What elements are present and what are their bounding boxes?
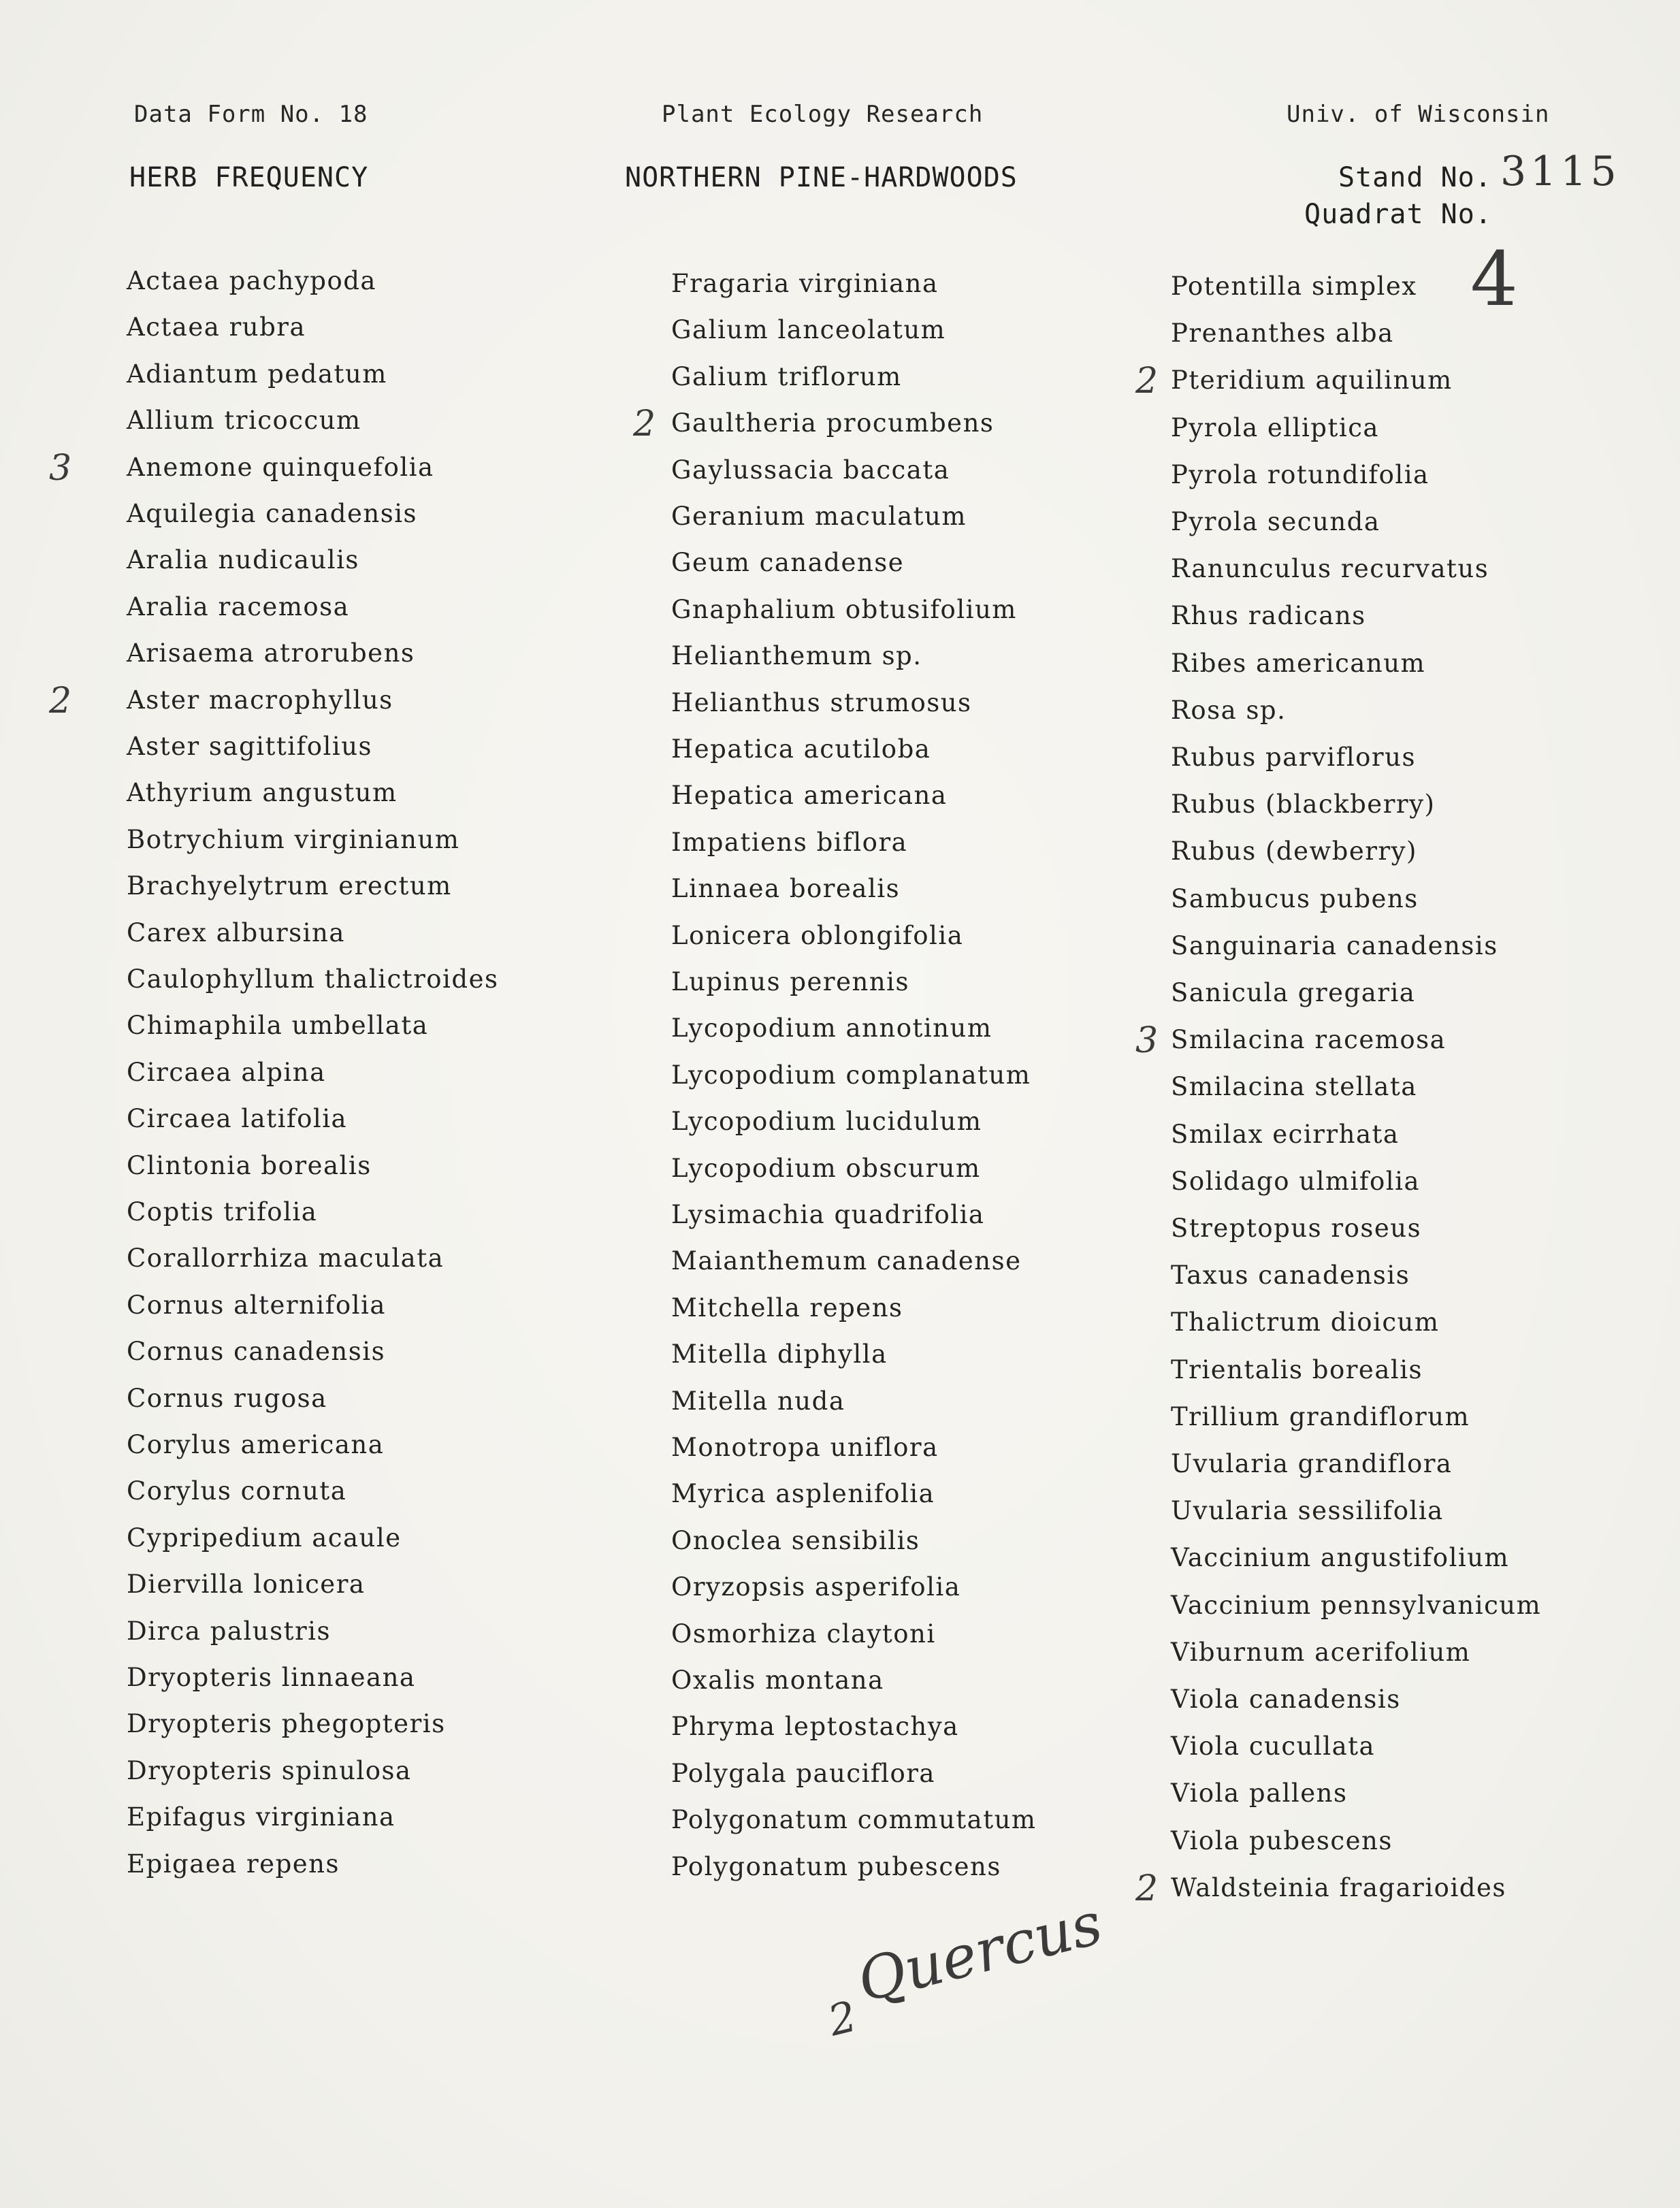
frequency-mark: 2 — [49, 681, 72, 721]
species-name: Vaccinium angustifolium — [1171, 1543, 1510, 1572]
species-name: Oryzopsis asperifolia — [671, 1572, 961, 1602]
species-name: Aralia racemosa — [127, 592, 350, 621]
species-name: Polygonatum commutatum — [671, 1805, 1037, 1834]
species-name: Caulophyllum thalictroides — [127, 964, 499, 994]
species-name: Streptopus roseus — [1171, 1214, 1422, 1243]
species-name: Aralia nudicaulis — [127, 545, 359, 574]
species-name: Lysimachia quadrifolia — [671, 1200, 985, 1229]
species-name: Geum canadense — [671, 548, 905, 577]
species-name: Sambucus pubens — [1171, 884, 1419, 913]
species-name: Brachyelytrum erectum — [127, 871, 452, 900]
species-name: Osmorhiza claytoni — [671, 1619, 936, 1649]
frequency-mark: 2 — [1135, 1868, 1159, 1909]
species-name: Onoclea sensibilis — [671, 1526, 920, 1555]
species-name: Monotropa uniflora — [671, 1433, 939, 1462]
stand-label: Stand No. — [1338, 162, 1492, 193]
species-name: Cypripedium acaule — [127, 1523, 402, 1553]
species-name: Sanguinaria canadensis — [1171, 931, 1498, 960]
frequency-mark: 2 — [633, 404, 656, 444]
species-name: Pyrola rotundifolia — [1171, 460, 1429, 489]
species-name: Waldsteinia fragarioides — [1171, 1873, 1506, 1902]
species-name: Prenanthes alba — [1171, 319, 1394, 348]
species-name: Fragaria virginiana — [671, 269, 939, 298]
species-name: Dryopteris linnaeana — [127, 1663, 416, 1692]
species-name: Epifagus virginiana — [127, 1802, 395, 1832]
species-name: Thalictrum dioicum — [1171, 1308, 1440, 1337]
species-name: Aster sagittifolius — [127, 732, 373, 761]
species-name: Smilax ecirrhata — [1171, 1120, 1400, 1149]
species-name: Mitella diphylla — [671, 1340, 888, 1369]
species-name: Pyrola elliptica — [1171, 413, 1379, 442]
species-name: Gaylussacia baccata — [671, 455, 950, 485]
species-name: Rosa sp. — [1171, 696, 1287, 725]
species-name: Taxus canadensis — [1171, 1261, 1410, 1290]
species-name: Polygala pauciflora — [671, 1759, 935, 1788]
species-name: Circaea latifolia — [127, 1104, 348, 1133]
species-name: Maianthemum canadense — [671, 1246, 1022, 1276]
species-name: Phryma leptostachya — [671, 1712, 959, 1741]
form-title: HERB FREQUENCY — [129, 162, 369, 193]
species-name: Potentilla simplex — [1171, 272, 1417, 301]
quadrat-label: Quadrat No. — [1304, 199, 1492, 230]
species-name: Viburnum acerifolium — [1171, 1638, 1471, 1667]
species-name: Pyrola secunda — [1171, 507, 1380, 536]
species-name: Athyrium angustum — [127, 778, 398, 807]
quadrat-number: 4 — [1470, 236, 1518, 323]
species-name: Lonicera oblongifolia — [671, 921, 964, 950]
species-name: Actaea rubra — [127, 312, 306, 342]
species-name: Chimaphila umbellata — [127, 1011, 429, 1040]
species-name: Viola pubescens — [1171, 1826, 1393, 1855]
species-name: Geranium maculatum — [671, 502, 967, 531]
species-name: Lycopodium lucidulum — [671, 1107, 982, 1136]
species-name: Oxalis montana — [671, 1666, 884, 1695]
species-name: Gnaphalium obtusifolium — [671, 595, 1017, 624]
species-name: Rubus (dewberry) — [1171, 837, 1417, 866]
species-name: Diervilla lonicera — [127, 1570, 366, 1599]
species-name: Adiantum pedatum — [127, 359, 387, 389]
species-name: Aster macrophyllus — [127, 685, 393, 715]
species-name: Rubus parviflorus — [1171, 743, 1416, 772]
species-name: Botrychium virginianum — [127, 825, 460, 854]
species-name: Rubus (blackberry) — [1171, 790, 1436, 819]
species-name: Sanicula gregaria — [1171, 978, 1416, 1007]
institution-name: Univ. of Wisconsin — [1287, 101, 1550, 128]
species-name: Uvularia grandiflora — [1171, 1449, 1453, 1478]
species-name: Anemone quinquefolia — [127, 453, 434, 482]
species-name: Epigaea repens — [127, 1849, 340, 1879]
program-name: Plant Ecology Research — [662, 101, 984, 128]
species-name: Aquilegia canadensis — [127, 499, 418, 528]
species-name: Corylus cornuta — [127, 1476, 347, 1506]
form-number-label: Data Form No. 18 — [134, 101, 368, 128]
species-name: Linnaea borealis — [671, 874, 901, 903]
species-name: Viola cucullata — [1171, 1732, 1376, 1761]
species-name: Gaultheria procumbens — [671, 408, 995, 438]
species-name: Carex albursina — [127, 918, 345, 947]
species-name: Trientalis borealis — [1171, 1355, 1423, 1384]
species-name: Polygonatum pubescens — [671, 1852, 1001, 1881]
species-name: Uvularia sessilifolia — [1171, 1496, 1444, 1525]
species-name: Corallorrhiza maculata — [127, 1244, 445, 1273]
stand-number: 3115 — [1500, 148, 1621, 195]
species-name: Arisaema atrorubens — [127, 638, 415, 668]
handwritten-extra-mark: 2 — [823, 1991, 862, 2046]
species-name: Lupinus perennis — [671, 967, 909, 996]
frequency-mark: 3 — [1135, 1020, 1159, 1061]
frequency-mark: 3 — [49, 448, 72, 489]
species-name: Viola pallens — [1171, 1779, 1348, 1808]
species-name: Helianthus strumosus — [671, 688, 972, 717]
species-name: Dryopteris phegopteris — [127, 1709, 446, 1738]
species-name: Ranunculus recurvatus — [1171, 554, 1489, 583]
species-name: Impatiens biflora — [671, 828, 908, 857]
species-name: Ribes americanum — [1171, 649, 1426, 678]
handwritten-extra-species: Quercus — [850, 1889, 1109, 2016]
species-name: Lycopodium obscurum — [671, 1154, 981, 1183]
species-name: Cornus canadensis — [127, 1337, 386, 1366]
species-name: Dirca palustris — [127, 1617, 331, 1646]
species-name: Helianthemum sp. — [671, 641, 922, 670]
species-name: Smilacina stellata — [1171, 1072, 1417, 1101]
species-name: Lycopodium complanatum — [671, 1060, 1031, 1090]
species-name: Coptis trifolia — [127, 1197, 318, 1227]
species-name: Cornus alternifolia — [127, 1290, 386, 1320]
species-name: Hepatica americana — [671, 781, 948, 810]
species-name: Trillium grandiflorum — [1171, 1402, 1470, 1431]
species-name: Myrica asplenifolia — [671, 1479, 935, 1508]
species-name: Viola canadensis — [1171, 1685, 1401, 1714]
species-name: Clintonia borealis — [127, 1151, 372, 1180]
species-name: Mitchella repens — [671, 1293, 903, 1322]
species-name: Solidago ulmifolia — [1171, 1167, 1421, 1196]
species-name: Corylus americana — [127, 1430, 385, 1459]
community-title: NORTHERN PINE-HARDWOODS — [625, 162, 1018, 193]
frequency-mark: 2 — [1135, 361, 1159, 402]
species-name: Vaccinium pennsylvanicum — [1171, 1591, 1542, 1620]
species-name: Rhus radicans — [1171, 601, 1366, 630]
species-name: Hepatica acutiloba — [671, 734, 931, 764]
species-name: Actaea pachypoda — [127, 266, 376, 295]
species-name: Galium triflorum — [671, 362, 902, 391]
species-name: Galium lanceolatum — [671, 315, 946, 344]
species-name: Pteridium aquilinum — [1171, 366, 1453, 395]
species-name: Cornus rugosa — [127, 1384, 327, 1413]
species-name: Smilacina racemosa — [1171, 1025, 1447, 1054]
species-name: Mitella nuda — [671, 1386, 845, 1416]
species-name: Allium tricoccum — [127, 406, 361, 435]
species-name: Lycopodium annotinum — [671, 1013, 992, 1043]
species-name: Dryopteris spinulosa — [127, 1756, 412, 1785]
species-name: Circaea alpina — [127, 1058, 326, 1087]
